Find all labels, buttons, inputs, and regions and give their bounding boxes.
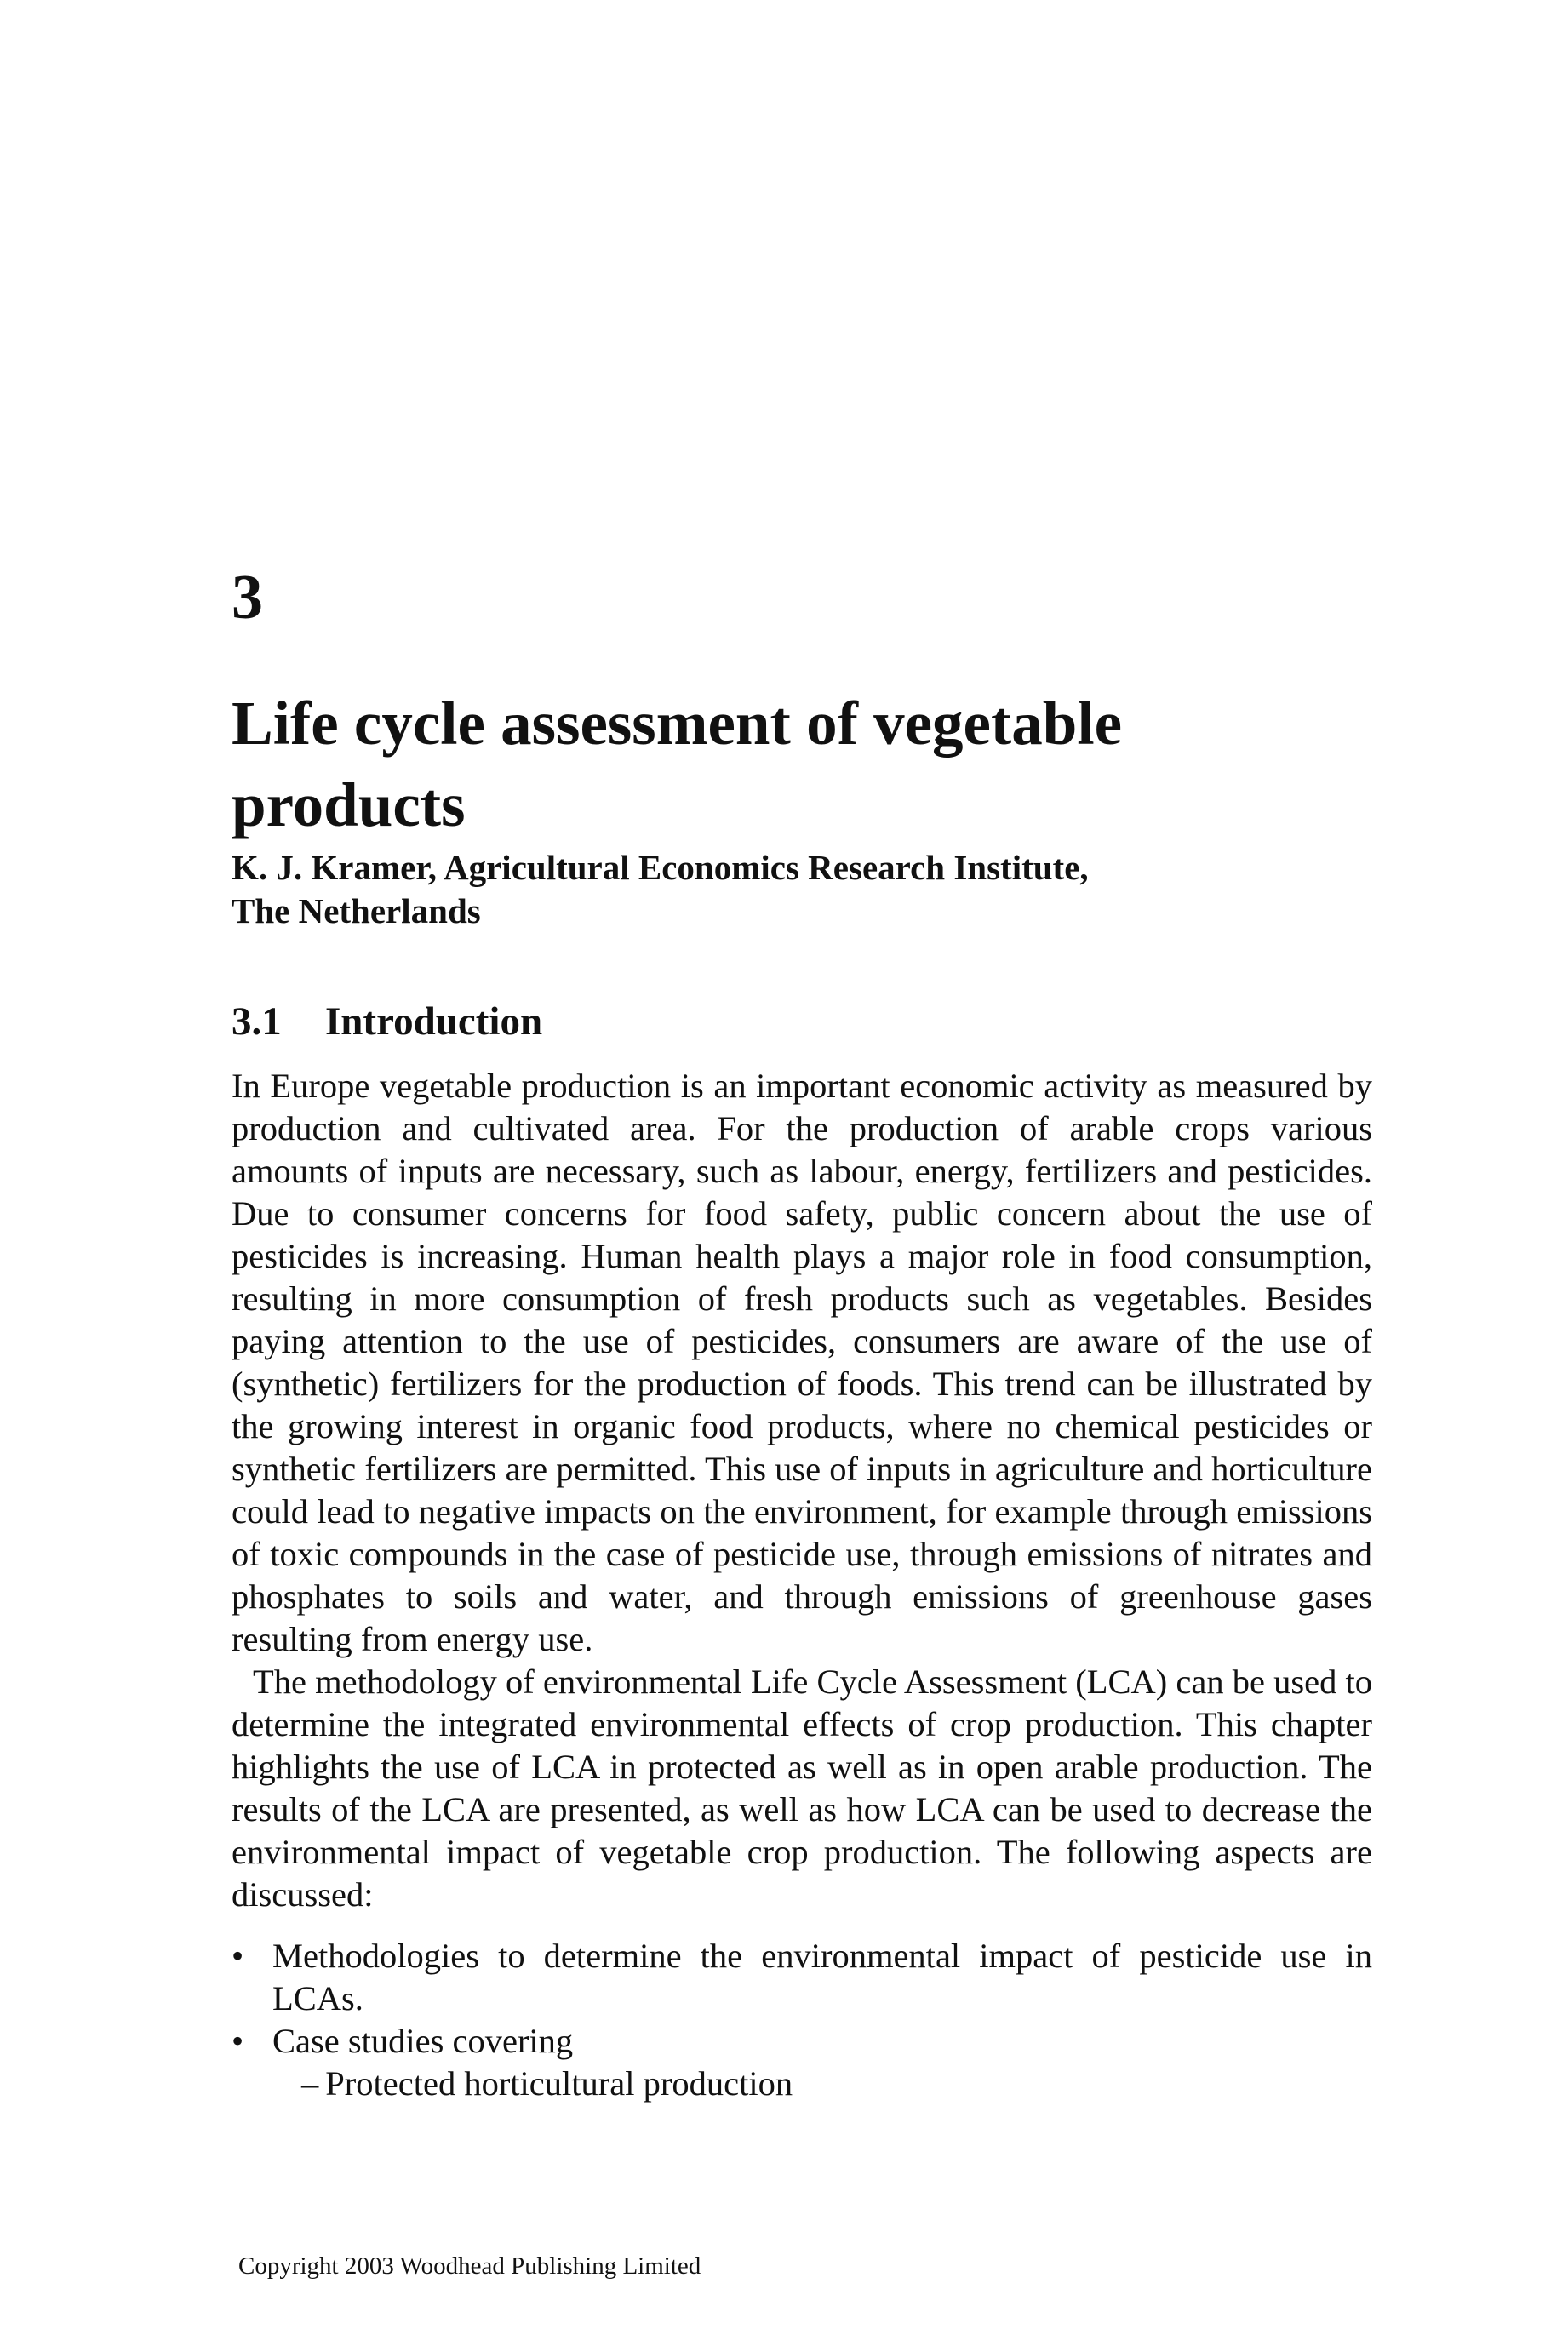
chapter-title-line-1: Life cycle assessment of vegetable <box>232 689 1123 758</box>
copyright-footer: Copyright 2003 Woodhead Publishing Limited <box>238 2252 701 2280</box>
body-text <box>232 1065 1372 2105</box>
paragraph: In Europe vegetable production is an important economic activity as measured by production and cultivated area. For the production of arable crops various amounts of inputs are necessary, such as labour, energy, fertilizers and pesticides. Due to consumer concerns for food safety, public concern about the use of pesticides is increasing. Human health plays a major role in food consumption, resulting in more consumption of fresh products such as vegetables. Besides paying attention to the use of pesticides, consumers are aware of the use of (synthetic) fertilizers for the production of foods. This trend can be illustrated by the growing interest in organic food products, where no chemical pesticides or synthetic fertilizers are permitted. This use of inputs in agriculture and horticulture could lead to negative impacts on the environment, for example through emissions of toxic compounds in the case of pesticide use, through emissions of nitrates and phosphates to soils and water, and through emissions of greenhouse gases resulting from energy use. <box>232 1067 1372 1658</box>
sub-bullet-text: Protected horticultural production <box>325 2064 793 2103</box>
author-line-2: The Netherlands <box>232 891 481 930</box>
section-title: Introduction <box>325 999 543 1044</box>
bullet-item <box>232 2020 1372 2105</box>
bullet-list <box>232 1935 1372 2105</box>
sub-bullet-list <box>272 2063 1372 2105</box>
chapter-title-line-2: products <box>232 770 466 839</box>
bullet-text: Case studies covering <box>272 2022 574 2060</box>
author-affiliation <box>232 846 1372 933</box>
dash-icon: – <box>301 2064 319 2103</box>
bullet-text: Methodologies to determine the environmental impact of pesticide use in LCAs. <box>272 1937 1372 2017</box>
section-number: 3.1 <box>232 999 282 1044</box>
author-line-1: K. J. Kramer, Agricultural Economics Research Institute, <box>232 848 1089 887</box>
chapter-title <box>232 683 1372 846</box>
chapter-number: 3 <box>232 563 263 632</box>
paragraph: The methodology of environmental Life Cycle Assessment (LCA) can be used to determine the integrated environmental effects of crop production. This chapter highlights the use of LCA in protected as well as in open arable production. The results of the LCA are presented, as well as how LCA can be used to decrease the environmental impact of vegetable crop production. The following aspects are discussed: <box>232 1662 1372 1914</box>
section-heading <box>232 998 1372 1045</box>
bullet-icon: • <box>232 2022 244 2060</box>
bullet-icon: • <box>232 1937 244 1975</box>
bullet-item <box>232 1935 1372 2020</box>
sub-bullet-item <box>301 2063 1372 2105</box>
